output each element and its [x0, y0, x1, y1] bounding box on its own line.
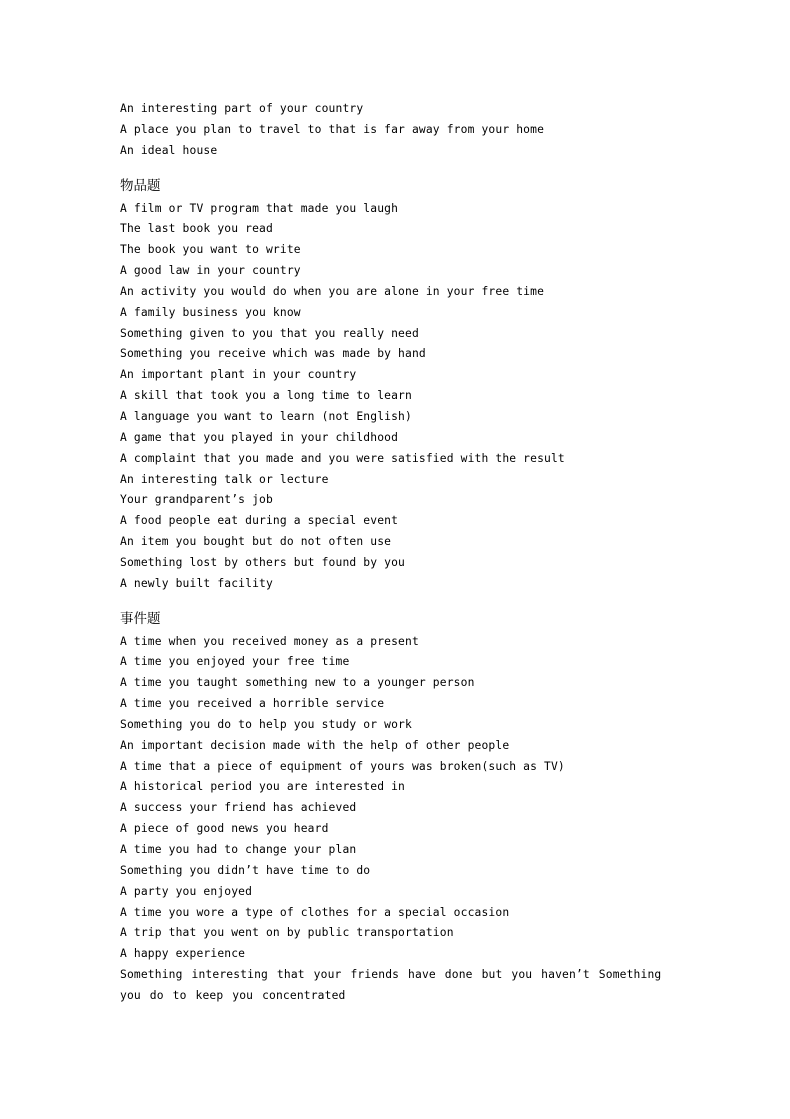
topic-line: A film or TV program that made you laugh: [120, 201, 399, 215]
topic-line: A time that a piece of equipment of yours was broken(such as TV): [120, 759, 565, 773]
topic-line: Something interesting that your friends have done but you haven’t Something you do to keep you concentrated: [120, 968, 662, 1002]
topic-line: A time when you received money as a present: [120, 634, 419, 648]
topic-line: A food people eat during a special event: [120, 514, 399, 528]
topic-line: A place you plan to travel to that is far away from your home: [120, 122, 545, 136]
topic-line: A trip that you went on by public transportation: [120, 926, 454, 940]
topic-line: An ideal house: [120, 143, 218, 157]
topic-line: A time you wore a type of clothes for a special occasion: [120, 905, 510, 919]
topic-line: An activity you would do when you are alone in your free time: [120, 284, 545, 298]
topic-line: A time you taught something new to a younger person: [120, 676, 475, 690]
topic-line: A party you enjoyed: [120, 884, 253, 898]
objects-section: [120, 176, 680, 595]
events-section: [120, 609, 680, 1007]
topic-line: The book you want to write: [120, 243, 301, 257]
topic-line: A complaint that you made and you were satisfied with the result: [120, 451, 565, 465]
document-page: [120, 99, 680, 1007]
topic-line: The last book you read: [120, 222, 273, 236]
section-heading-events: 事件题: [120, 610, 161, 627]
topic-line: A happy experience: [120, 947, 246, 961]
topic-line: Something you do to help you study or work: [120, 717, 412, 731]
topic-line: A time you enjoyed your free time: [120, 655, 350, 669]
topic-line: A historical period you are interested in: [120, 780, 406, 794]
topic-line: Something you didn’t have time to do: [120, 863, 371, 877]
topic-line: An important plant in your country: [120, 368, 357, 382]
topic-line: A game that you played in your childhood: [120, 430, 399, 444]
topic-line: A piece of good news you heard: [120, 822, 329, 836]
topic-line: A skill that took you a long time to learn: [120, 389, 412, 403]
topic-line: A newly built facility: [120, 576, 273, 590]
topic-line: A time you received a horrible service: [120, 697, 385, 711]
topic-line: A family business you know: [120, 305, 301, 319]
topic-line: A good law in your country: [120, 264, 301, 278]
topic-line: An item you bought but do not often use: [120, 535, 392, 549]
topic-line: Something given to you that you really need: [120, 326, 419, 340]
topic-line: An important decision made with the help of other people: [120, 738, 510, 752]
topic-line: Something you receive which was made by hand: [120, 347, 426, 361]
topic-line: An interesting talk or lecture: [120, 472, 329, 486]
topic-line: A success your friend has achieved: [120, 801, 357, 815]
topic-line: A language you want to learn (not English): [120, 409, 412, 423]
topic-line: A time you had to change your plan: [120, 843, 357, 856]
intro-section: [120, 99, 680, 162]
section-heading-objects: 物品题: [120, 177, 161, 194]
topic-line: An interesting part of your country: [120, 102, 364, 115]
topic-line: Your grandparent’s job: [120, 493, 273, 507]
topic-line: Something lost by others but found by you: [120, 555, 406, 569]
